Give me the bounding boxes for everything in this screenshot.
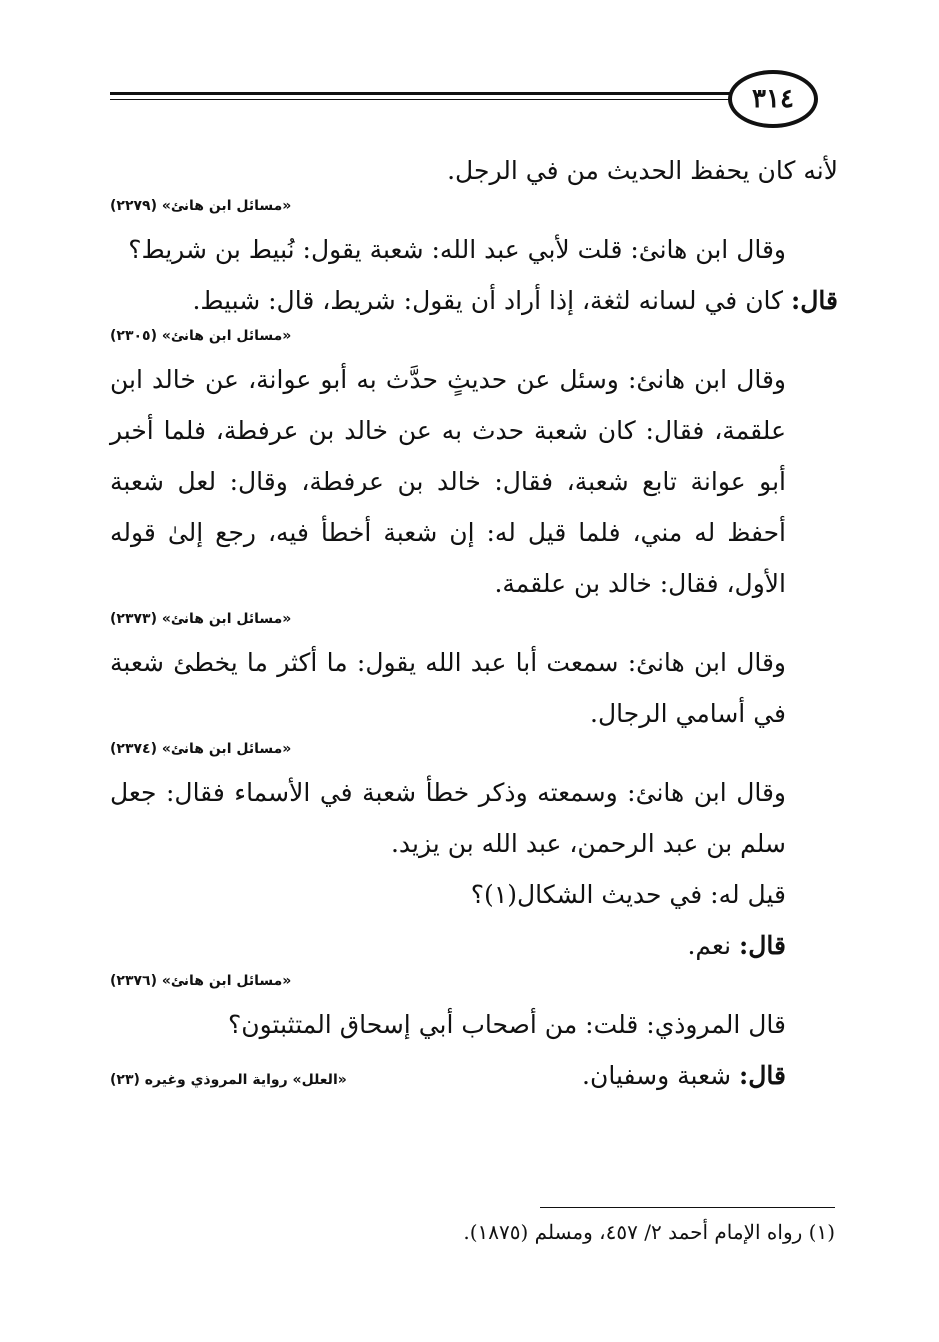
paragraph-text: كان في لسانه لثغة، إذا أراد أن يقول: شريط، قال: شبيط. bbox=[192, 286, 792, 315]
paragraph: قيل له: في حديث الشكال(١)؟ bbox=[470, 880, 786, 909]
source-citation: «العلل» رواية المروذي وغيره (٢٣) bbox=[110, 1072, 347, 1088]
header-rule bbox=[110, 92, 730, 100]
speaker-label: قال: bbox=[739, 931, 786, 960]
speaker-label: قال: bbox=[739, 1061, 786, 1090]
paragraph bbox=[110, 920, 838, 971]
paragraph-with-citation bbox=[110, 1050, 838, 1101]
page-number: ٣١٤ bbox=[728, 70, 818, 128]
paragraph: وقال ابن هانئ: قلت لأبي عبد الله: شعبة يقول: نُبيط بن شريط؟ bbox=[128, 235, 786, 264]
paragraph: لأنه كان يحفظ الحديث من في الرجل. bbox=[447, 156, 838, 185]
paragraph: قال المروذي: قلت: من أصحاب أبي إسحاق المتثبتون؟ bbox=[228, 1010, 786, 1039]
source-citation: «مسائل ابن هانئ» (٢٣٠٥) bbox=[110, 328, 292, 344]
paragraph-text: شعبة وسفيان. bbox=[582, 1061, 740, 1090]
footnote: (١) رواه الإمام أحمد ٢/ ٤٥٧، ومسلم (١٨٧٥). bbox=[463, 1220, 835, 1244]
source-citation: «مسائل ابن هانئ» (٢٢٧٩) bbox=[110, 198, 292, 214]
paragraph-text: نعم. bbox=[687, 931, 740, 960]
speaker-label: قال: bbox=[791, 286, 838, 315]
page-body bbox=[110, 145, 838, 1101]
paragraph: وقال ابن هانئ: سمعت أبا عبد الله يقول: ما أكثر ما يخطئ شعبة في أسامي الرجال. bbox=[110, 648, 786, 728]
source-citation: «مسائل ابن هانئ» (٢٣٧٦) bbox=[110, 973, 292, 989]
source-citation: «مسائل ابن هانئ» (٢٣٧٤) bbox=[110, 741, 292, 757]
paragraph: وقال ابن هانئ: وسئل عن حديثٍ حدَّث به أبو عوانة، عن خالد ابن علقمة، فقال: كان شعبة حدث به عن خالد بن عرفطة، فلما أخبر أبو عوانة تابع شعبة، فقال: خالد بن عرفطة، وقال: لعل شعبة أحفظ له مني، فلما قيل له: إن شعبة أخطأ فيه، رجع إلىٰ قوله الأول، فقال: خالد بن علقمة. bbox=[110, 365, 786, 598]
source-citation: «مسائل ابن هانئ» (٢٣٧٣) bbox=[110, 611, 292, 627]
paragraph: وقال ابن هانئ: وسمعته وذكر خطأ شعبة في الأسماء فقال: جعل سلم بن عبد الرحمن، عبد الله بن يزيد. bbox=[110, 778, 786, 858]
paragraph bbox=[110, 275, 838, 326]
footnote-separator bbox=[540, 1207, 835, 1208]
